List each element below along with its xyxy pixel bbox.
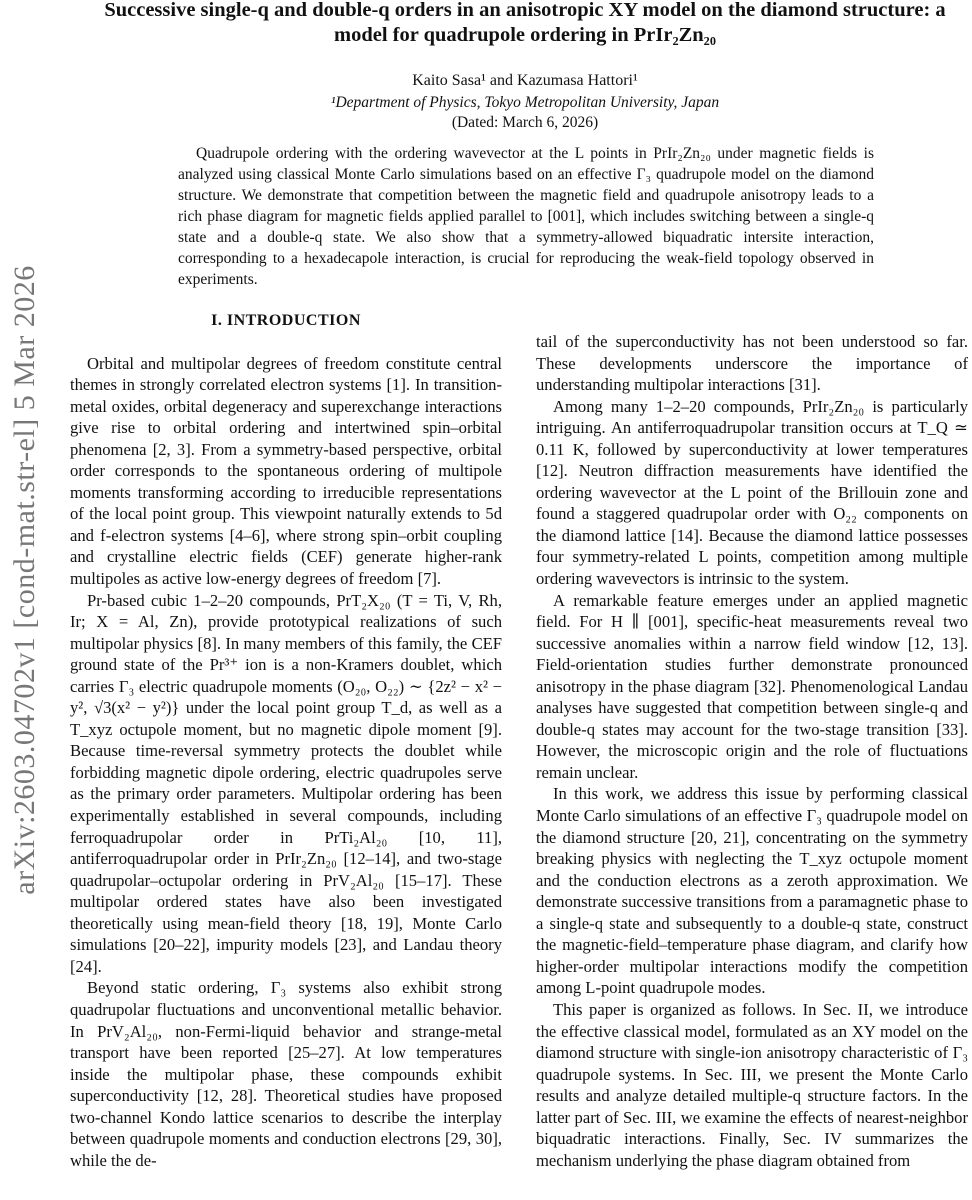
paragraph: A remarkable feature emerges under an applied magnetic field. For H ∥ [001], specific-heat measurements reveal two successive anomalies within a narrow field window [12, 13]. Field-orientation studies further demonstrate pronounced anisotropy in the phase diagram [32]. Phenomenological Landau analyses have suggested that competition between single-q and double-q states may account for the two-stage transition [33]. However, the microscopic origin and the role of fluctuations remain unclear. [536, 590, 968, 782]
paragraph: Beyond static ordering, Γ₃ systems also exhibit strong quadrupolar fluctuations and unconventional metallic behavior. In PrV₂Al₂₀, non-Fermi-liquid behavior and strange-metal transport have been reported [25–27]. At low temperatures inside the multipolar phase, these compounds exhibit superconductivity [12, 28]. Theoretical studies have proposed two-channel Kondo lattice scenarios to describe the interplay between quadrupole moments and conduction electrons [29, 30], while the de- [70, 978, 502, 1170]
paragraph: Among many 1–2–20 compounds, PrIr₂Zn₂₀ is particularly intriguing. An antiferroquadrupolar transition occurs at T_Q ≃ 0.11 K, followed by superconductivity at lower temperatures [12]. Neutron diffraction measurements have identified the ordering wavevector at the L point of the Brillouin zone and found a staggered quadrupolar order with O₂₂ components on the diamond lattice [14]. Because the diamond lattice possesses four symmetry-related L points, competition among multiple ordering wavevectors is intrinsic to the system. [536, 396, 968, 589]
date-line: (Dated: March 6, 2026) [451, 114, 599, 131]
paragraph: This paper is organized as follows. In Sec. II, we introduce the effective classical model, formulated as an XY model on the diamond structure with single-ion anisotropy characteristic of Γ₃ quadrupole systems. In Sec. III, we present the Monte Carlo results and analyze detailed multiple-q structure factors. In the latter part of Sec. III, we examine the effects of nearest-neighbor biquadratic interactions. Finally, Sec. IV summarizes the mechanism underlying the phase diagram obtained from [536, 999, 968, 1170]
arxiv-stamp [2, 240, 48, 920]
right-column [536, 331, 968, 1171]
arxiv-identifier: arXiv:2603.04702v1 [cond-mat.str-el] 5 Mar 2026 [8, 265, 41, 895]
paragraph: Orbital and multipolar degrees of freedom constitute central themes in strongly correlated electron systems [1]. In transition-metal oxides, orbital degeneracy and superexchange interactions give rise to orbital ordering and intertwined spin–orbital phenomena [2, 3]. From a symmetry-based perspective, orbital order corresponds to the spontaneous ordering of multipole moments transforming according to irreducible representations of the local point group. This viewpoint naturally extends to 5d and f-electron systems [4–6], where strong spin–orbit coupling and crystalline electric fields (CEF) generate higher-rank multipoles as active low-energy degrees of freedom [7]. [70, 353, 502, 589]
section-heading: I. INTRODUCTION [211, 312, 361, 329]
paragraph: Pr-based cubic 1–2–20 compounds, PrT₂X₂₀ (T = Ti, V, Rh, Ir; X = Al, Zn), provide prototypical realizations of such multipolar physics [8]. In many members of this family, the CEF ground state of the Pr³⁺ ion is a non-Kramers doublet, which carries Γ₃ electric quadrupole moments (O₂₀, O₂₂) ∼ {2z² − x² − y², √3(x² − y²)} under the local point group T_d, as well as a T_xyz octupole moment, but no magnetic dipole moment [9]. Because time-reversal symmetry protects the doublet while forbidding magnetic dipole ordering, electric quadrupoles serve as the primary order parameters. Multipolar ordering has been experimentally established in several compounds, including ferroquadrupolar order in PrTi₂Al₂₀ [10, 11], antiferroquadrupolar order in PrIr₂Zn₂₀ [12–14], and two-stage quadrupolar–octupolar ordering in PrV₂Al₂₀ [15–17]. These multipolar ordered states have also been investigated theoretically using mean-field theory [18, 19], Monte Carlo simulations [20–22], impurity models [23], and Landau theory [24]. [70, 590, 502, 976]
paragraph: tail of the superconductivity has not been understood so far. These developments underscore the importance of understanding multipolar interactions [31]. [536, 332, 968, 395]
affiliation: ¹Department of Physics, Tokyo Metropolitan University, Japan [330, 94, 720, 111]
abstract: Quadrupole ordering with the ordering wavevector at the L points in PrIr₂Zn₂₀ under magnetic fields is analyzed using classical Monte Carlo simulations based on an effective Γ₃ quadrupole model on the diamond structure. We demonstrate that competition between the magnetic field and quadrupole anisotropy leads to a rich phase diagram for magnetic fields applied parallel to [001], which includes switching between a single-q state and a double-q state. We also show that a symmetry-allowed biquadratic intersite interaction, corresponding to a hexadecapole interaction, is crucial for reproducing the weak-field topology observed in experiments. [178, 145, 874, 288]
paragraph: In this work, we address this issue by performing classical Monte Carlo simulations of an effective Γ₃ quadrupole model on the diamond structure [20, 21], concentrating on the symmetry breaking physics with neglecting the T_xyz octupole moment and the conduction electrons as a zeroth approximation. We demonstrate successive transitions from a paramagnetic phase to a single-q state and subsequently to a double-q state, construct the magnetic-field–temperature phase diagram, and clarify how higher-order multipolar interactions modify the competition among L-point quadrupole modes. [536, 784, 968, 998]
left-column [70, 310, 502, 1171]
paper-title: Successive single-q and double-q orders in an anisotropic XY model on the diamond structure: a model for quadrupole ordering in PrIr₂Zn₂₀ [104, 0, 946, 46]
authors: Kaito Sasa¹ and Kazumasa Hattori¹ [412, 72, 638, 89]
